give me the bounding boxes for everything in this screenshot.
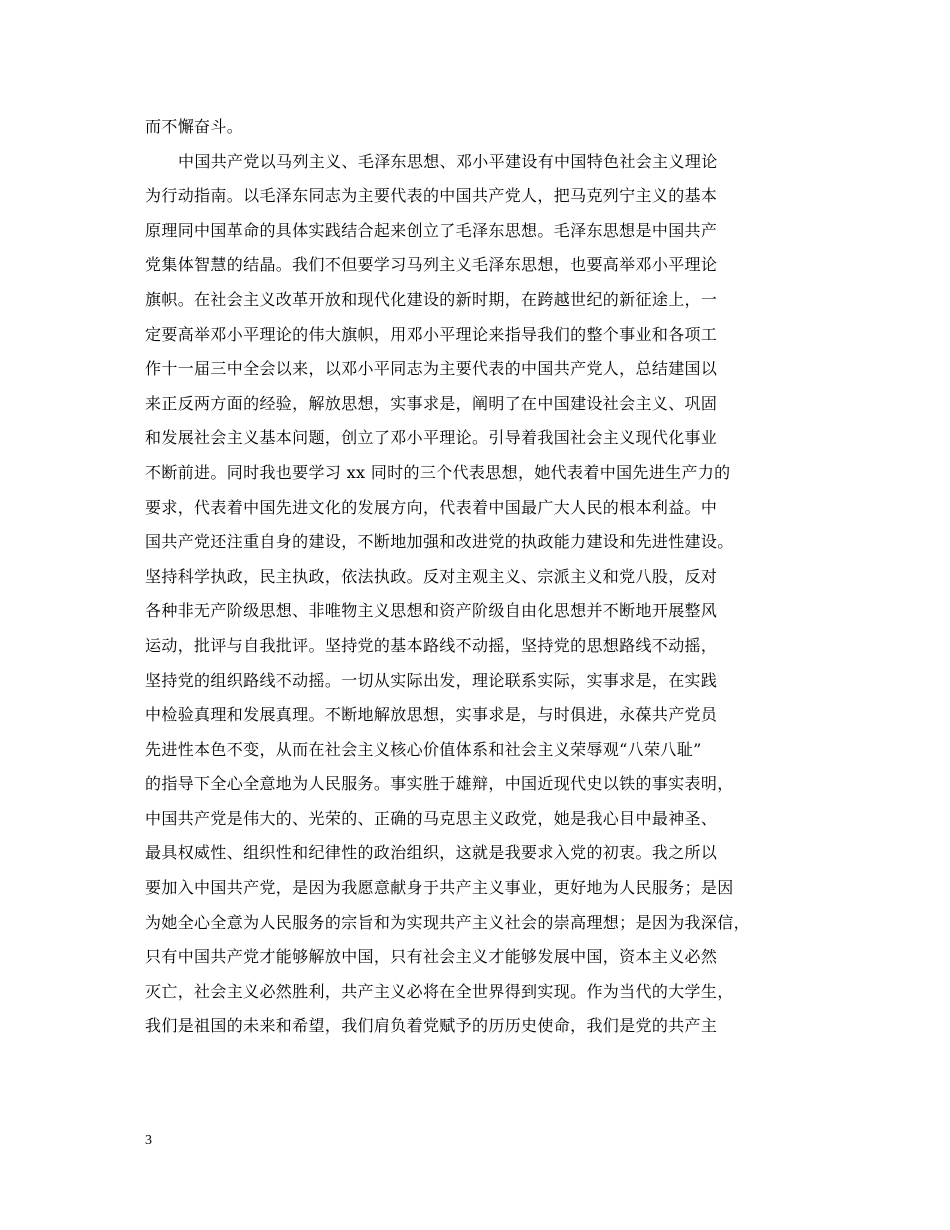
text-line: 要加入中国共产党，是因为我愿意献身于共产主义事业，更好地为人民服务；是因 — [145, 878, 734, 898]
text-line: 坚持党的组织路线不动摇。一切从实际出发，理论联系实际，实事求是，在实践 — [145, 670, 718, 690]
text-line: 坚持科学执政，民主执政，依法执政。反对主观主义、宗派主义和党八股，反对 — [145, 566, 718, 586]
text-line: 为她全心全意为人民服务的宗旨和为实现共产主义社会的崇高理想；是因为我深信， — [145, 912, 750, 932]
text-line: 灭亡，社会主义必然胜利，共产主义必将在全世界得到实现。作为当代的大学生， — [145, 981, 734, 1001]
text-line: 党集体智慧的结晶。我们不但要学习马列主义毛泽东思想，也要高举邓小平理论 — [145, 255, 718, 275]
text-line: 我们是祖国的未来和希望，我们肩负着党赋予的历历史使命，我们是党的共产主 — [145, 1016, 718, 1036]
text-line: 为行动指南。以毛泽东同志为主要代表的中国共产党人，把马克列宁主义的基本 — [145, 186, 718, 206]
body-text — [145, 110, 825, 1044]
text-line: 原理同中国革命的具体实践结合起来创立了毛泽东思想。毛泽东思想是中国共产 — [145, 220, 718, 240]
text-line: 不断前进。同时我也要学习 xx 同时的三个代表思想，她代表着中国先进生产力的 — [145, 462, 731, 482]
text-line: 定要高举邓小平理论的伟大旗帜，用邓小平理论来指导我们的整个事业和各项工 — [145, 324, 718, 344]
text-line: 来正反两方面的经验，解放思想，实事求是，阐明了在中国建设社会主义、巩固 — [145, 393, 718, 413]
text-line: 而不懈奋斗。 — [145, 117, 244, 136]
text-line: 中国共产党是伟大的、光荣的、正确的马克思主义政党，她是我心目中最神圣、 — [145, 808, 718, 828]
text-line: 先进性本色不变，从而在社会主义核心价值体系和社会主义荣辱观“八荣八耻” — [145, 739, 702, 759]
text-line: 和发展社会主义基本问题，创立了邓小平理论。引导着我国社会主义现代化事业 — [145, 428, 718, 448]
paragraph-start-line: 中国共产党以马列主义、毛泽东思想、邓小平建设有中国特色社会主义理论 — [178, 151, 718, 171]
text-line: 旗帜。在社会主义改革开放和现代化建设的新时期，在跨越世纪的新征途上，一 — [145, 289, 718, 309]
page-number: 3 — [145, 1133, 152, 1148]
text-line: 作十一届三中全会以来，以邓小平同志为主要代表的中国共产党人，总结建国以 — [145, 359, 718, 379]
text-line: 要求，代表着中国先进文化的发展方向，代表着中国最广大人民的根本利益。中 — [145, 497, 718, 517]
text-line: 运动，批评与自我批评。坚持党的基本路线不动摇，坚持党的思想路线不动摇， — [145, 635, 718, 655]
text-line: 的指导下全心全意地为人民服务。事实胜于雄辩，中国近现代史以铁的事实表明， — [145, 774, 734, 794]
text-line: 中检验真理和发展真理。不断地解放思想，实事求是，与时俱进，永葆共产党员 — [145, 705, 718, 725]
text-line: 最具权威性、组织性和纪律性的政治组织，这就是我要求入党的初衷。我之所以 — [145, 843, 718, 863]
text-line: 只有中国共产党才能够解放中国，只有社会主义才能够发展中国，资本主义必然 — [145, 947, 718, 967]
text-line: 国共产党还注重自身的建设，不断地加强和改进党的执政能力建设和先进性建设。 — [145, 532, 734, 552]
text-line: 各种非无产阶级思想、非唯物主义思想和资产阶级自由化思想并不断地开展整风 — [145, 601, 718, 621]
